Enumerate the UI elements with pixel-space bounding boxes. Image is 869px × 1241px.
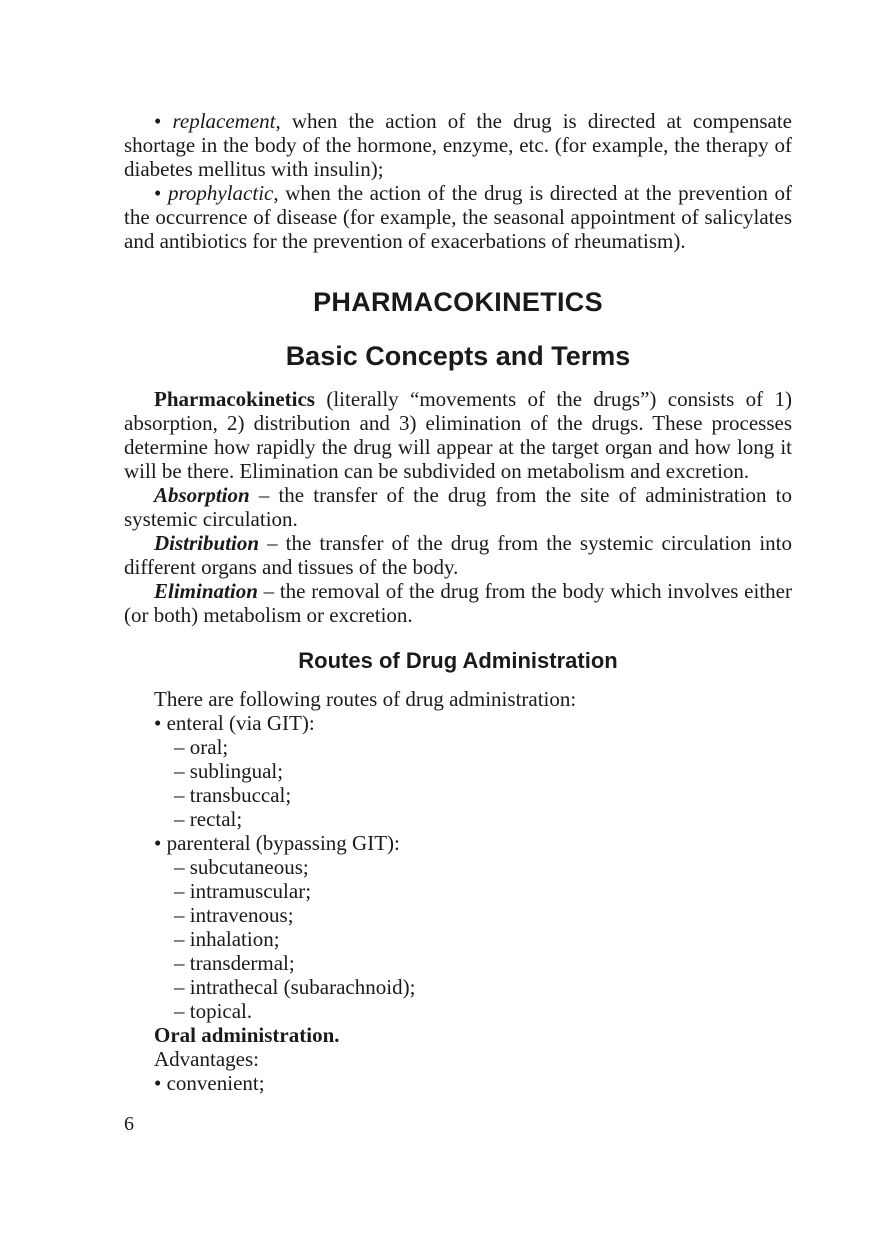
- term-prophylactic: prophylactic: [168, 181, 274, 205]
- list-item: – intramuscular;: [174, 879, 312, 903]
- list-item: – intrathecal (subarachnoid);: [174, 975, 416, 999]
- list-item: – sublingual;: [174, 759, 284, 783]
- list-item: • convenient;: [154, 1071, 265, 1095]
- section-title: PHARMACOKINETICS: [313, 287, 603, 317]
- paragraph-replacement: [124, 109, 792, 181]
- paragraph-absorption: [124, 483, 792, 531]
- paragraph-pharmacokinetics: [124, 387, 792, 483]
- list-item: – transdermal;: [174, 951, 295, 975]
- routes-title: Routes of Drug Administration: [298, 648, 618, 673]
- bullet-glyph: •: [154, 181, 162, 205]
- list-item: – subcutaneous;: [174, 855, 309, 879]
- term-pharmacokinetics: Pharmacokinetics: [154, 387, 315, 411]
- list-item: – topical.: [174, 999, 253, 1023]
- bullet-glyph: •: [154, 109, 162, 133]
- pharmacokinetics-text: (literally “movements of the drugs”) consists of 1) absorption, 2) distribution and 3) elimination of the drugs. These processes determine how rapidly the drug will appear at the target organ and how long it will be there. Elimination can be subdivided on metabolism and excretion.: [124, 387, 792, 483]
- list-item: – transbuccal;: [174, 783, 292, 807]
- subsection-title: Basic Concepts and Terms: [285, 341, 631, 371]
- list-item: – oral;: [174, 735, 229, 759]
- paragraph-elimination: [124, 579, 792, 627]
- prophylactic-text: , when the action of the drug is directed at the prevention of the occurrence of disease (for example, the seasonal appointment of salicylates and antibiotics for the prevention of exacerbations of rheumatism).: [124, 181, 792, 253]
- paragraph-prophylactic: [124, 181, 792, 253]
- list-item-parenteral: • parenteral (bypassing GIT):: [154, 831, 400, 855]
- absorption-text: – the transfer of the drug from the site of administration to systemic circulation.: [124, 483, 792, 531]
- term-elimination: Elimination: [154, 579, 258, 603]
- term-replacement: replacement: [172, 109, 276, 133]
- page-number: 6: [124, 1113, 134, 1135]
- elimination-text: – the removal of the drug from the body which involves either (or both) metabolism or excretion.: [124, 579, 792, 627]
- term-absorption: Absorption: [154, 483, 250, 507]
- distribution-text: – the transfer of the drug from the systemic circulation into different organs and tissues of the body.: [124, 531, 792, 579]
- list-item-enteral: • enteral (via GIT):: [154, 711, 315, 735]
- document-page: [124, 109, 792, 1095]
- term-distribution: Distribution: [154, 531, 260, 555]
- list-item: – intravenous;: [174, 903, 294, 927]
- advantages-label: Advantages:: [154, 1047, 259, 1071]
- paragraph-distribution: [124, 531, 792, 579]
- oral-administration-heading: Oral administration.: [154, 1023, 340, 1047]
- list-item: – inhalation;: [174, 927, 280, 951]
- replacement-text: , when the action of the drug is directed at compensate shortage in the body of the hormone, enzyme, etc. (for example, the therapy of diabetes mellitus with insulin);: [124, 109, 792, 181]
- list-item: – rectal;: [174, 807, 243, 831]
- routes-intro: There are following routes of drug administration:: [154, 687, 577, 711]
